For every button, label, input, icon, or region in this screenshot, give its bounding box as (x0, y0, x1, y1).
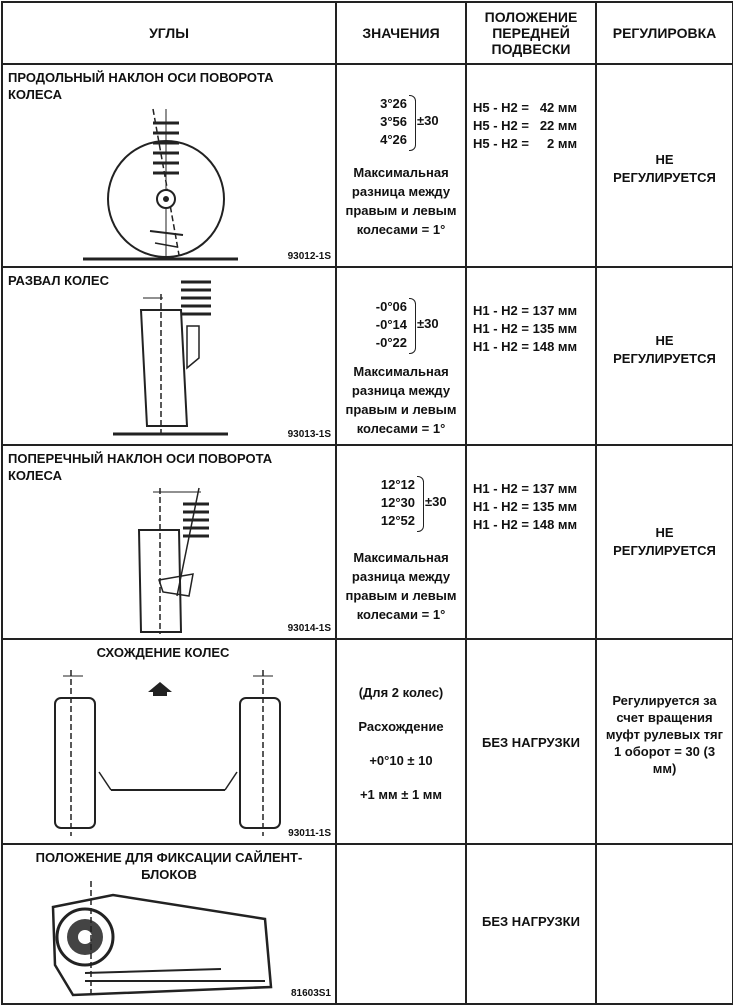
header-position: ПОЛОЖЕНИЕ ПЕРЕДНЕЙ ПОДВЕСКИ (466, 2, 596, 64)
position-values (473, 302, 577, 356)
values-cell (336, 639, 466, 844)
position-line: H1 - H2 = 137 мм (473, 303, 578, 318)
angle-cell (2, 445, 336, 639)
brace (409, 298, 416, 354)
values-cell (336, 445, 466, 639)
angle-max: 12°52 (380, 513, 415, 528)
header-angles: УГЛЫ (2, 2, 336, 64)
angle-nominal: 3°56 (380, 114, 407, 129)
position-line: H1 - H2 = 148 мм (473, 339, 578, 354)
figure-code: 93011-1S (288, 828, 331, 839)
figure-code: 93012-1S (287, 251, 331, 262)
table-row (2, 64, 733, 267)
position-values (473, 99, 577, 153)
position-text: БЕЗ НАГРУЗКИ (482, 914, 580, 929)
angle-cell (2, 844, 336, 1004)
position-cell (466, 844, 596, 1004)
table-row (2, 267, 733, 445)
table-row (2, 844, 733, 1004)
table-row (2, 445, 733, 639)
position-line: H5 - H2 = 42 мм (473, 100, 578, 115)
angle-values (367, 95, 407, 149)
position-line: H1 - H2 = 148 мм (473, 517, 578, 532)
toe-diagram (3, 640, 333, 840)
angle-max: 4°26 (380, 132, 407, 147)
figure-code: 81603S1 (290, 988, 331, 999)
angle-min: 12°12 (380, 477, 415, 492)
brace (409, 95, 416, 151)
position-cell (466, 445, 596, 639)
adjustment-cell (596, 844, 733, 1004)
adjustment-cell (596, 445, 733, 639)
adjustment-text: Регулируется за счет вращения муфт рулевых тяг 1 оборот = 30 (3 мм) (605, 693, 724, 776)
section-title: СХОЖДЕНИЕ КОЛЕС (96, 645, 230, 660)
position-cell (466, 267, 596, 445)
values-cell (336, 64, 466, 267)
divergence-label: Расхождение (358, 719, 444, 734)
kingpin-inclination-diagram (3, 446, 333, 636)
table-row (2, 639, 733, 844)
section-title: ПОПЕРЕЧНЫЙ НАКЛОН ОСИ ПОВОРОТА КОЛЕСА (8, 451, 273, 483)
position-line: H1 - H2 = 135 мм (473, 321, 578, 336)
tolerance: ±30 (417, 316, 439, 331)
angle-values (367, 298, 407, 352)
header-adjustment: РЕГУЛИРОВКА (596, 2, 733, 64)
position-line: H5 - H2 = 22 мм (473, 118, 578, 133)
tolerance: ±30 (425, 494, 447, 509)
toe-value-mm: +1 мм ± 1 мм (359, 787, 443, 802)
adjustment-cell (596, 639, 733, 844)
adjustment-text: НЕ РЕГУЛИРУЕТСЯ (613, 525, 716, 558)
max-difference: Максимальная разница между правым и левым колесами = 1° (345, 364, 457, 436)
adjustment-text: НЕ РЕГУЛИРУЕТСЯ (613, 333, 716, 366)
adjustment-text: НЕ РЕГУЛИРУЕТСЯ (613, 152, 716, 185)
angle-max: -0°22 (375, 335, 407, 350)
wheel-alignment-table (1, 1, 733, 1005)
header-values: ЗНАЧЕНИЯ (336, 2, 466, 64)
for-two-wheels: (Для 2 колес) (358, 685, 444, 700)
adjustment-cell (596, 64, 733, 267)
position-line: H1 - H2 = 135 мм (473, 499, 578, 514)
position-values (473, 480, 577, 534)
adjustment-cell (596, 267, 733, 445)
angle-cell (2, 64, 336, 267)
position-text: БЕЗ НАГРУЗКИ (482, 735, 580, 750)
toe-value-degrees: +0°10 ± 10 (369, 753, 433, 768)
section-title: РАЗВАЛ КОЛЕС (8, 273, 109, 288)
max-difference: Максимальная разница между правым и левым колесами = 1° (345, 165, 457, 237)
max-difference: Максимальная разница между правым и левым колесами = 1° (345, 550, 457, 622)
position-line: H1 - H2 = 137 мм (473, 481, 578, 496)
values-cell (336, 267, 466, 445)
camber-diagram (3, 268, 333, 443)
position-line: H5 - H2 = 2 мм (473, 136, 578, 151)
header-row (2, 2, 733, 64)
angle-nominal: 12°30 (380, 495, 415, 510)
tolerance: ±30 (417, 113, 439, 128)
brace (417, 476, 424, 532)
caster-diagram (3, 65, 333, 265)
angle-min: 3°26 (380, 96, 407, 111)
angle-min: -0°06 (375, 299, 407, 314)
position-cell (466, 64, 596, 267)
values-cell (336, 844, 466, 1004)
section-title: ПОЛОЖЕНИЕ ДЛЯ ФИКСАЦИИ САЙЛЕНТ-БЛОКОВ (35, 850, 303, 882)
angle-cell (2, 639, 336, 844)
angle-values (365, 476, 415, 530)
position-cell (466, 639, 596, 844)
section-title: ПРОДОЛЬНЫЙ НАКЛОН ОСИ ПОВОРОТА КОЛЕСА (8, 70, 274, 102)
angle-cell (2, 267, 336, 445)
figure-code: 93013-1S (287, 429, 331, 440)
silent-block-diagram (3, 845, 333, 1003)
figure-code: 93014-1S (287, 623, 331, 634)
angle-nominal: -0°14 (375, 317, 407, 332)
